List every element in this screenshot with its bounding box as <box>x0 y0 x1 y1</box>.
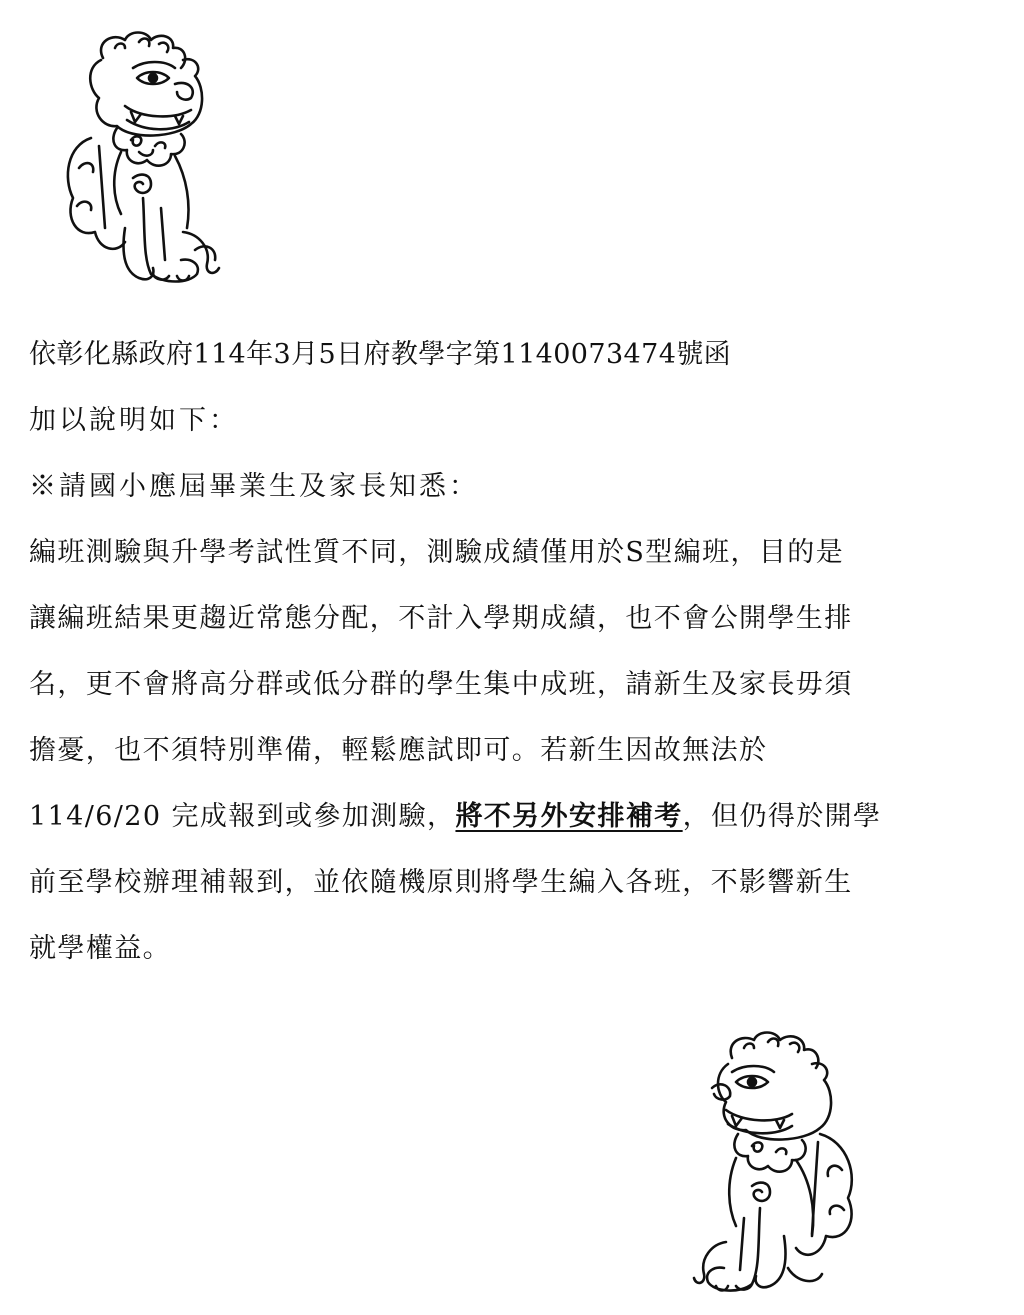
notice-document <box>29 322 1004 982</box>
body-line-2: 讓編班結果更趨近常態分配，不計入學期成績，也不會公開學生排 <box>29 603 853 634</box>
notice-heading: ※請國小應屆畢業生及家長知悉： <box>29 471 479 502</box>
body-line-4: 擔憂，也不須特別準備，輕鬆應試即可。若新生因故無法於 <box>29 735 768 766</box>
guardian-lion-top-image <box>55 28 225 290</box>
reference-line: 依彰化縣政府114年3月5日府教學字第1140073474號函 <box>29 339 732 370</box>
intro-line: 加以說明如下： <box>29 405 239 436</box>
body-line-5 <box>29 784 1004 850</box>
body-line-1: 編班測驗與升學考試性質不同，測驗成績僅用於S型編班，目的是 <box>29 537 845 568</box>
guardian-lion-bottom-image <box>692 1030 864 1300</box>
body-line-5-start: 114/6/20 完成報到或參加測驗， <box>29 801 456 832</box>
body-line-5-end: ，但仍得於開學 <box>682 801 882 832</box>
body-line-7: 就學權益。 <box>29 933 171 964</box>
body-line-3: 名，更不會將高分群或低分群的學生集中成班，請新生及家長毋須 <box>29 669 853 700</box>
no-makeup-exam-emphasis: 將不另外安排補考 <box>455 801 683 832</box>
body-line-6: 前至學校辦理補報到，並依隨機原則將學生編入各班，不影響新生 <box>29 867 853 898</box>
